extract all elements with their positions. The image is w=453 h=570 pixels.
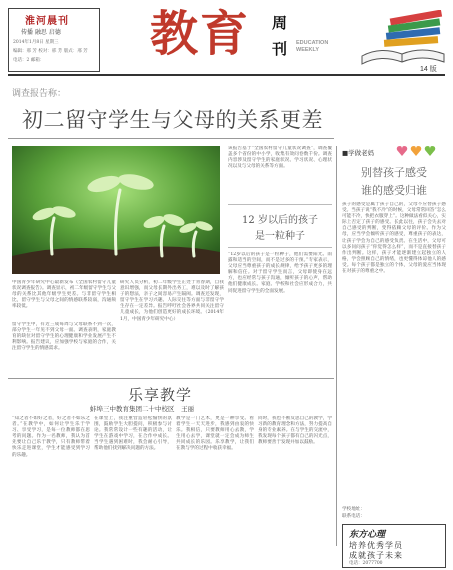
- masthead-box-title: 淮河晨刊: [25, 16, 69, 27]
- article1-col3b: “12岁以后的孩子是一粒种子，他们需要阳光、雨露和适当的空间，而不是过多的干预。”专家表示，父母应当尊重孩子的成长规律，给予孩子更多的理解和信任。对于留守学生而言，父母即使身在远方，也应经常与孩子沟通，倾听孩子的心声，帮助他们健康成长。家庭、学校和社会应形成合力，共同促进留守学生的全面发展。: [228, 252, 332, 294]
- masthead-box-sub: 传播 融思 启德: [21, 29, 61, 36]
- masthead-info-box: [8, 8, 100, 72]
- article1-kicker: 调查报告称：: [12, 89, 67, 99]
- subtitle-line1: 12 岁以后的孩子: [242, 215, 318, 226]
- article2-col2: 在课堂上，我注重营造轻松愉快的氛围，鼓励学生大胆提问，积极参与讨论。我常常设计一些有趣的活动，让学生在游戏中学习，在合作中成长。当学生遇到困难时，我会耐心引导，帮助他们找到解决问题的方法。: [94, 416, 172, 452]
- edition-label: 14 版: [420, 66, 437, 73]
- article2-col3: 教学是一门艺术，更是一种享受。看着学生一天天进步，我感到由衷的快乐。我相信，只要教师用心去教，学生用心去学，课堂就一定会成为师生共同成长的乐园。乐享教学，让我们在教与学的过程中收获幸福。: [176, 416, 254, 452]
- ad-line1: 培养优秀学员: [349, 541, 403, 550]
- sidebar-title1: 别替孩子感受: [361, 166, 427, 179]
- article2-byline: 蚌埠三中教育集团二十中校区 王丽: [90, 405, 194, 413]
- masthead-box-line1: 2014年1月8日 星期三: [13, 40, 59, 45]
- ad-line2: 成就孩子未来: [349, 551, 403, 560]
- masthead-rule: [8, 74, 445, 76]
- subtitle-line2: 是一粒种子: [255, 231, 305, 242]
- masthead-title-side-top: 周: [272, 14, 288, 32]
- headline-divider: [8, 138, 334, 139]
- column-divider: [336, 146, 337, 546]
- article1-headline: 初二留守学生与父母的关系更差: [22, 108, 323, 132]
- ad-logo: 东方心理: [349, 530, 386, 540]
- masthead-english: EDUCATION WEEKLY: [296, 40, 329, 53]
- masthead-box-line2: 编辑：邢 芳 校对：邢 芳 版式：邢 芳: [13, 49, 88, 54]
- seedling-photo: [12, 146, 220, 274]
- article1-col2: 研究人员分析，初二年级学生正处于青春期，自我意识增强，而父母长期外出务工，难以及时了解孩子的想法，亲子之间容易产生隔阂。调查还发现，留守学生在学习兴趣、人际交往等方面与非留守学生存在一定差异。报告呼吁社会各界共同关注留守儿童成长，为他们创造更好的成长环境。（2014年1月，中国青少年研究中心）: [120, 280, 224, 322]
- article1-col1b: 留守学生中，有近三成每周与父母联系不到一次，部分学生一年见不到父母一面。调查表明，家庭教育的缺位对留守学生的心理健康和学业发展产生不利影响。报告建议，应加强学校与家庭的合作，关注留守学生的情感需求。: [12, 322, 116, 352]
- masthead-title: 教育: [150, 6, 251, 62]
- article2-col1: “知之者不如好之者，好之者不如乐之者。”在教学中，如何让学生乐于学习、享受学习，是每一位教师都在思考的问题。作为一名教师，我认为首先要让自己乐于教学，只有教师带着快乐走进课堂，学生才能感受到学习的乐趣。: [12, 416, 90, 458]
- article2-headline: 乐享教学: [128, 386, 193, 404]
- article1-col3: 该报告基于“全国农村留守儿童状况调查”，调查覆盖多个省份的中小学，收集有效问卷数千份。调查内容涉及留守学生的家庭状况、学习状况、心理状况以及与父母的关系等方面。: [228, 146, 332, 170]
- books-illustration: [360, 10, 446, 66]
- sidebar-tag: ■学做老妈: [342, 149, 375, 157]
- ad-phone: 电话：2077700: [349, 561, 383, 566]
- sidebar-contact2: 联系电话：: [342, 514, 365, 519]
- article2-divider: [8, 378, 334, 379]
- sidebar-title2: 谁的感受归谁: [361, 184, 427, 197]
- subtitle-box: [228, 204, 332, 248]
- ad-box: [342, 524, 446, 568]
- hearts-decoration: [396, 144, 440, 158]
- article2-col4: 同时，我也不断反思自己的教学，学习新的教育理念和方法，努力提高自身的专业素养。在与学生的交流中，我发现每个孩子都有自己的闪光点，教师要善于发现并加以鼓励。: [258, 416, 332, 446]
- article1-col1a: 中国青少年研究中心最新发布《全国农村留守儿童状况调查报告》。调查显示，初二年级留守学生与父母的关系比其他年级学生更差。与非留守学生相比，留守学生与父母之间的情感联系较弱，沟通频率较低。: [12, 280, 116, 310]
- sidebar-contact1: 学校地址：: [342, 507, 365, 512]
- masthead-title-side-bottom: 刊: [272, 40, 288, 58]
- masthead-box-line3: 电话：2 邮箱：: [13, 58, 45, 63]
- sidebar-body: 孩子的感受是属于孩子自己的，父母不应替孩子感受。当孩子说“我不冷”的时候，父母常常回答“怎么可能不冷，快把衣服穿上”。这种做法看似关心，实际上否定了孩子的感受。长此以往，孩子会失去对自己感受的判断，变得依赖父母的评价。作为父母，应当学会倾听孩子的感受，尊重孩子的表达，让孩子学会为自己的感受负责。在生活中，父母可以多问问孩子“你觉得怎么样”，而不是直接替孩子作出判断。这样，孩子才能逐渐建立起独立的人格，学会照顾自己的情绪，也更懂得体谅他人的感受。每个孩子都是独立的个体，父母的爱应当体现在对孩子的尊重之中。: [342, 202, 446, 275]
